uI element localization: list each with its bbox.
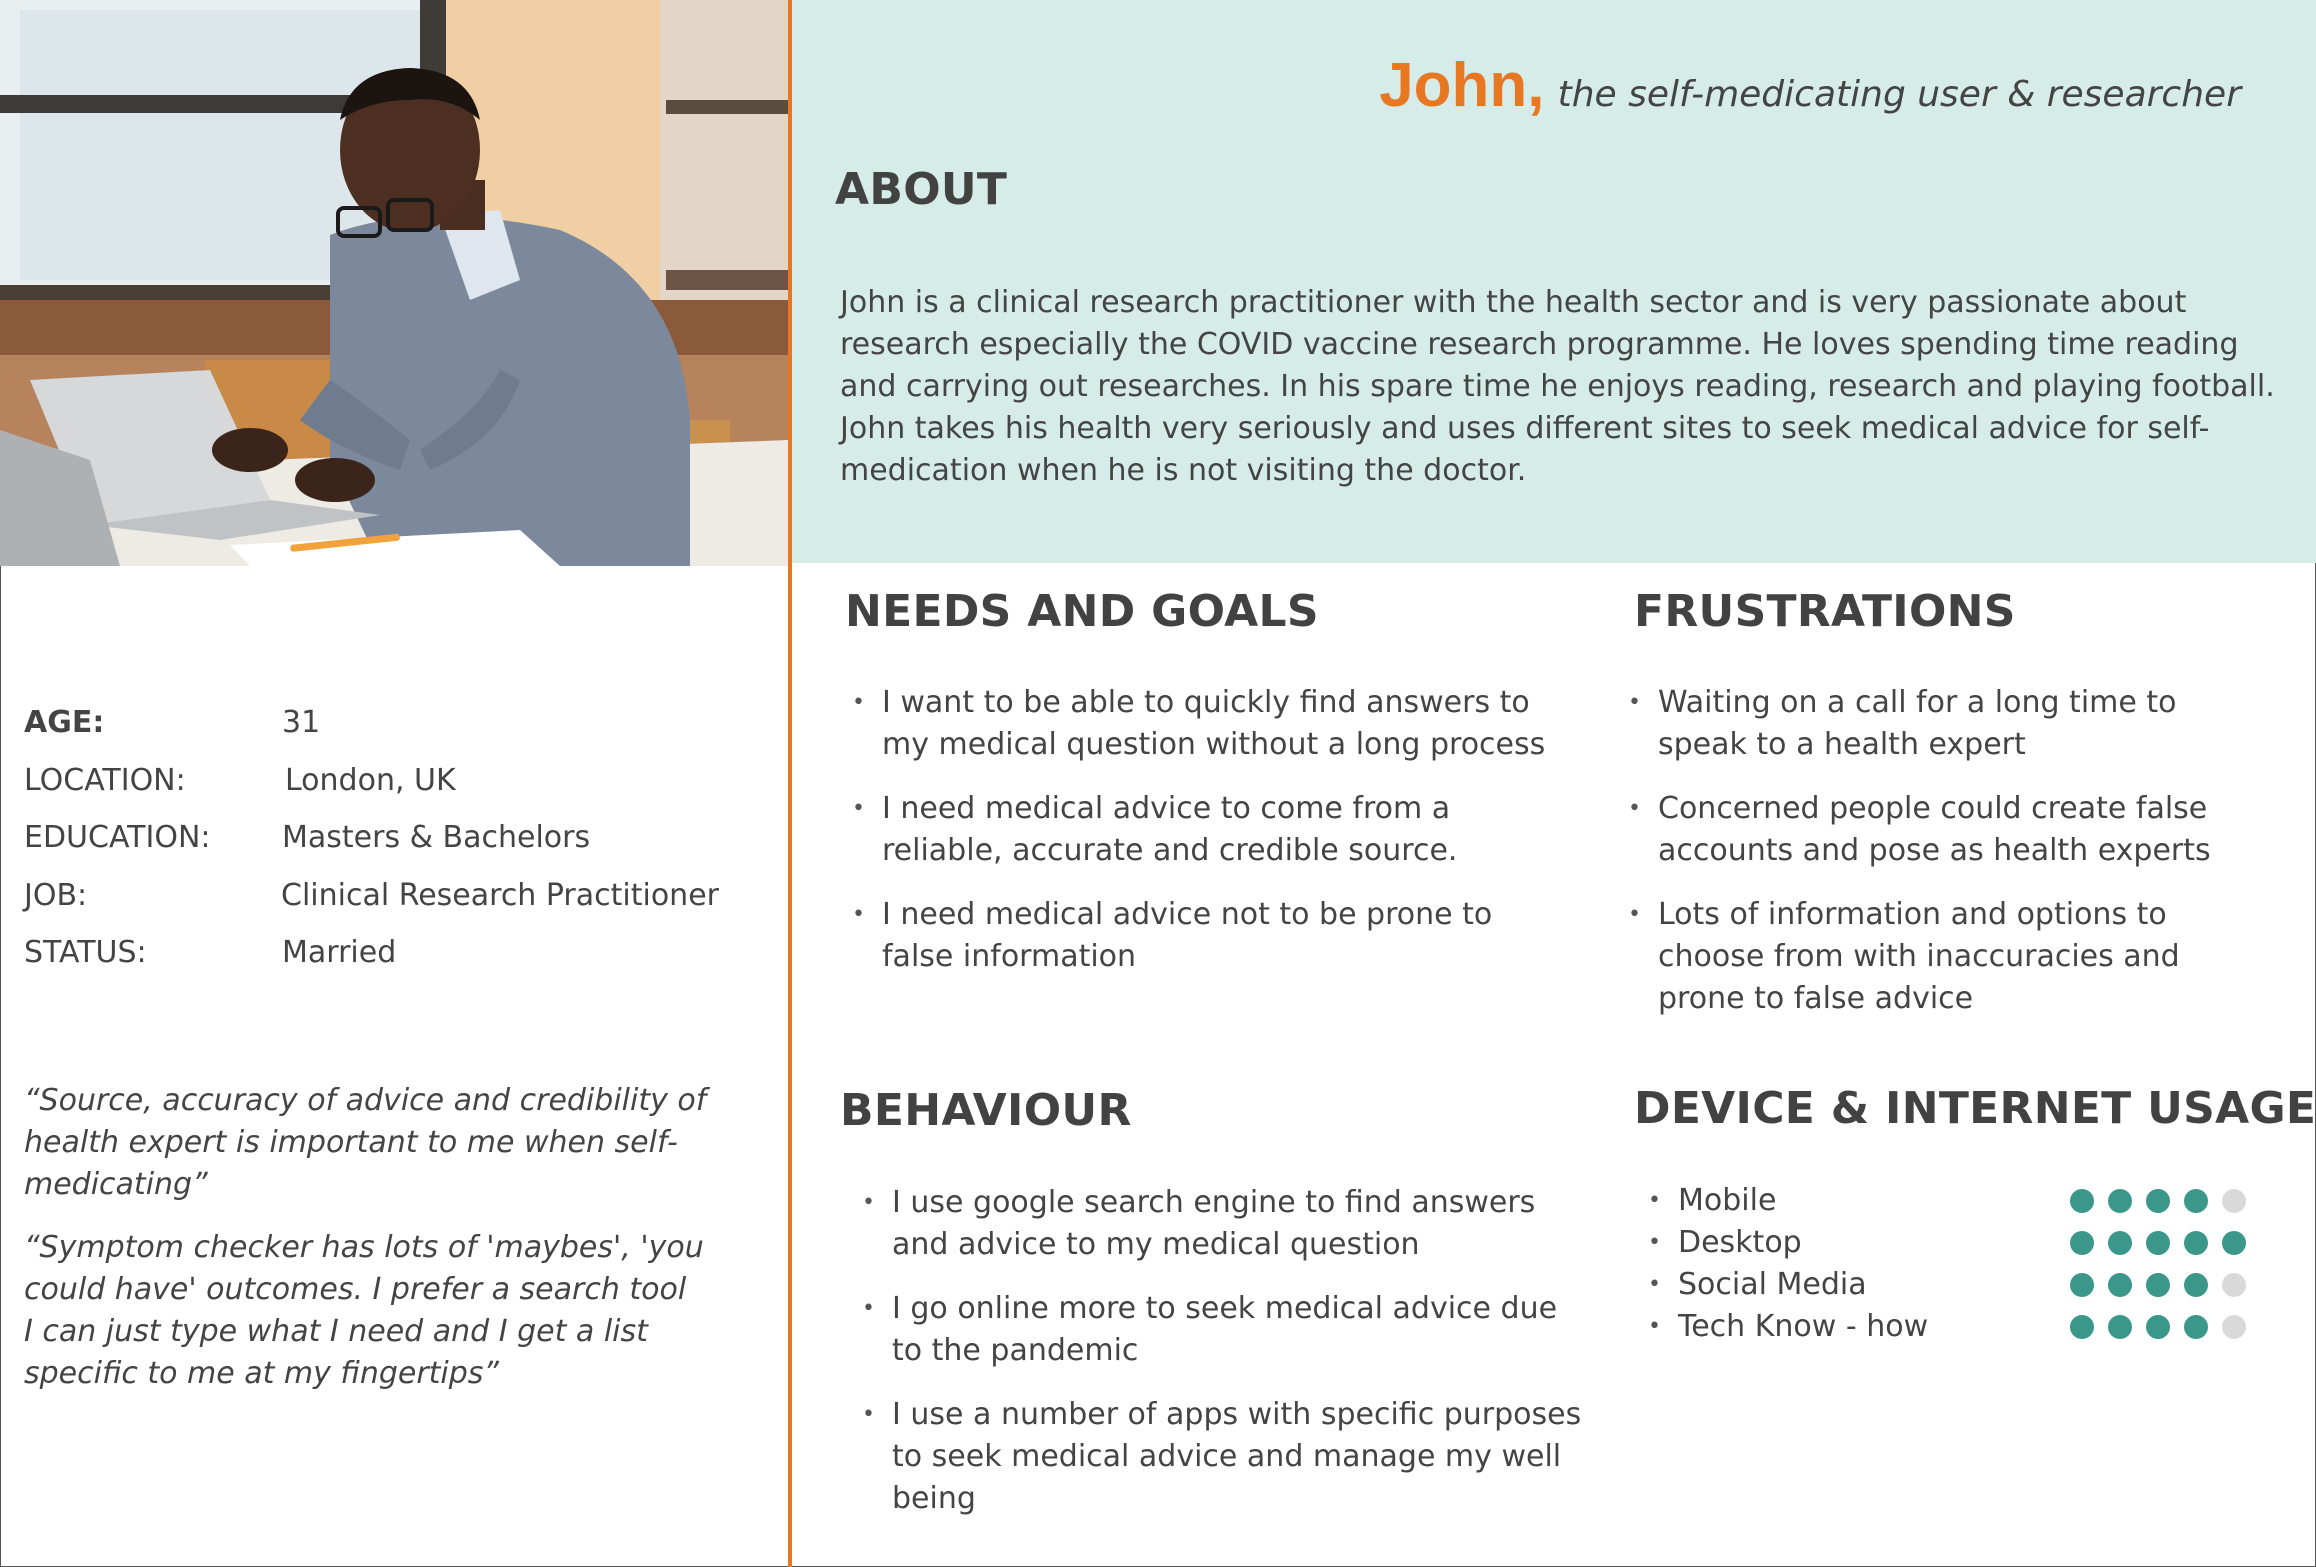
rating-dot-empty xyxy=(2222,1315,2246,1339)
rating-dot-filled xyxy=(2146,1315,2170,1339)
needs-goals-heading: NEEDS AND GOALS xyxy=(845,586,1319,637)
detail-label: AGE: xyxy=(24,705,105,740)
detail-label: EDUCATION: xyxy=(24,820,211,855)
needs-goals-list xyxy=(852,682,1572,1000)
behaviour-list xyxy=(862,1182,1582,1542)
detail-label: JOB: xyxy=(24,877,88,913)
device-label: Social Media xyxy=(1678,1267,1867,1302)
detail-value: Married xyxy=(282,935,397,970)
rating-dot-filled xyxy=(2070,1315,2094,1339)
bullet-icon: • xyxy=(1648,1314,1661,1339)
device-row-tech-know-how xyxy=(1648,1306,2258,1348)
detail-value: 31 xyxy=(282,705,321,740)
detail-label: LOCATION: xyxy=(24,762,186,798)
list-item: • I want to be able to quickly find answers to my medical question without a long process xyxy=(852,682,1572,766)
rating-dot-filled xyxy=(2184,1273,2208,1297)
list-item: • I use a number of apps with specific purposes to seek medical advice and manage my well being xyxy=(862,1394,1582,1520)
rating-dot-filled xyxy=(2184,1189,2208,1213)
rating-dot-filled xyxy=(2108,1315,2132,1339)
rating-dot-filled xyxy=(2108,1189,2132,1213)
list-item: • I need medical advice to come from a reliable, accurate and credible source. xyxy=(852,788,1572,872)
detail-value: Clinical Research Practitioner xyxy=(281,877,719,913)
persona-tagline: the self-medicating user & researcher xyxy=(1557,74,2241,115)
rating-dot-empty xyxy=(2222,1273,2246,1297)
persona-quote: “Symptom checker has lots of 'maybes', 'you could have' outcomes. I prefer a search tool I can just type what I need and I get a list specific to me at my fingertips” xyxy=(24,1230,704,1391)
rating-dot-filled xyxy=(2108,1231,2132,1255)
rating-dot-filled xyxy=(2070,1231,2094,1255)
list-item: • Waiting on a call for a long time to speak to a health expert xyxy=(1628,682,2268,766)
rating-dot-filled xyxy=(2184,1315,2208,1339)
rating-dot-filled xyxy=(2146,1231,2170,1255)
persona-name: John, xyxy=(1379,51,1545,120)
frustrations-heading: FRUSTRATIONS xyxy=(1634,586,2016,637)
list-item: • I use google search engine to find answers and advice to my medical question xyxy=(862,1182,1582,1266)
bullet-icon: • xyxy=(1648,1188,1661,1213)
persona-photo xyxy=(0,0,788,566)
behaviour-heading: BEHAVIOUR xyxy=(840,1085,1132,1136)
bullet-icon: • xyxy=(1648,1230,1661,1255)
list-item: • Lots of information and options to choose from with inaccuracies and prone to false advice xyxy=(1628,894,2268,1020)
detail-value: Masters & Bachelors xyxy=(282,820,591,855)
list-item: • Concerned people could create false accounts and pose as health experts xyxy=(1628,788,2268,872)
list-item: • I need medical advice not to be prone to false information xyxy=(852,894,1572,978)
about-text: John is a clinical research practitioner with the health sector and is very passionate about research especially the COVID vaccine research programme. He loves spending time reading and carrying out researches. In his spare time he enjoys reading, research and playing football. John takes his health very seriously and uses different sites to seek medical advice for self-medication when he is not visiting the doctor. xyxy=(840,285,2275,488)
device-usage-heading: DEVICE & INTERNET USAGE xyxy=(1634,1083,2316,1134)
device-row-mobile xyxy=(1648,1180,2258,1222)
rating-dot-filled xyxy=(2146,1273,2170,1297)
persona-header xyxy=(1379,50,2241,121)
rating-dot-filled xyxy=(2070,1273,2094,1297)
device-row-social-media xyxy=(1648,1264,2258,1306)
device-usage-list xyxy=(1648,1180,2258,1348)
device-label: Tech Know - how xyxy=(1678,1309,1929,1344)
rating-dot-filled xyxy=(2222,1231,2246,1255)
device-row-desktop xyxy=(1648,1222,2258,1264)
rating-dot-filled xyxy=(2070,1189,2094,1213)
rating-dot-filled xyxy=(2184,1231,2208,1255)
detail-value: London, UK xyxy=(285,762,456,798)
rating-dot-empty xyxy=(2222,1189,2246,1213)
rating-dot-filled xyxy=(2146,1189,2170,1213)
persona-quote: “Source, accuracy of advice and credibility of health expert is important to me when self-medicating” xyxy=(24,1083,707,1202)
list-item: • I go online more to seek medical advice due to the pandemic xyxy=(862,1288,1582,1372)
about-heading: ABOUT xyxy=(835,164,1008,215)
detail-label: STATUS: xyxy=(24,935,147,970)
rating-dot-filled xyxy=(2108,1273,2132,1297)
frustrations-list xyxy=(1628,682,2268,1042)
bullet-icon: • xyxy=(1648,1272,1661,1297)
device-label: Desktop xyxy=(1678,1225,1802,1260)
device-label: Mobile xyxy=(1678,1183,1777,1218)
